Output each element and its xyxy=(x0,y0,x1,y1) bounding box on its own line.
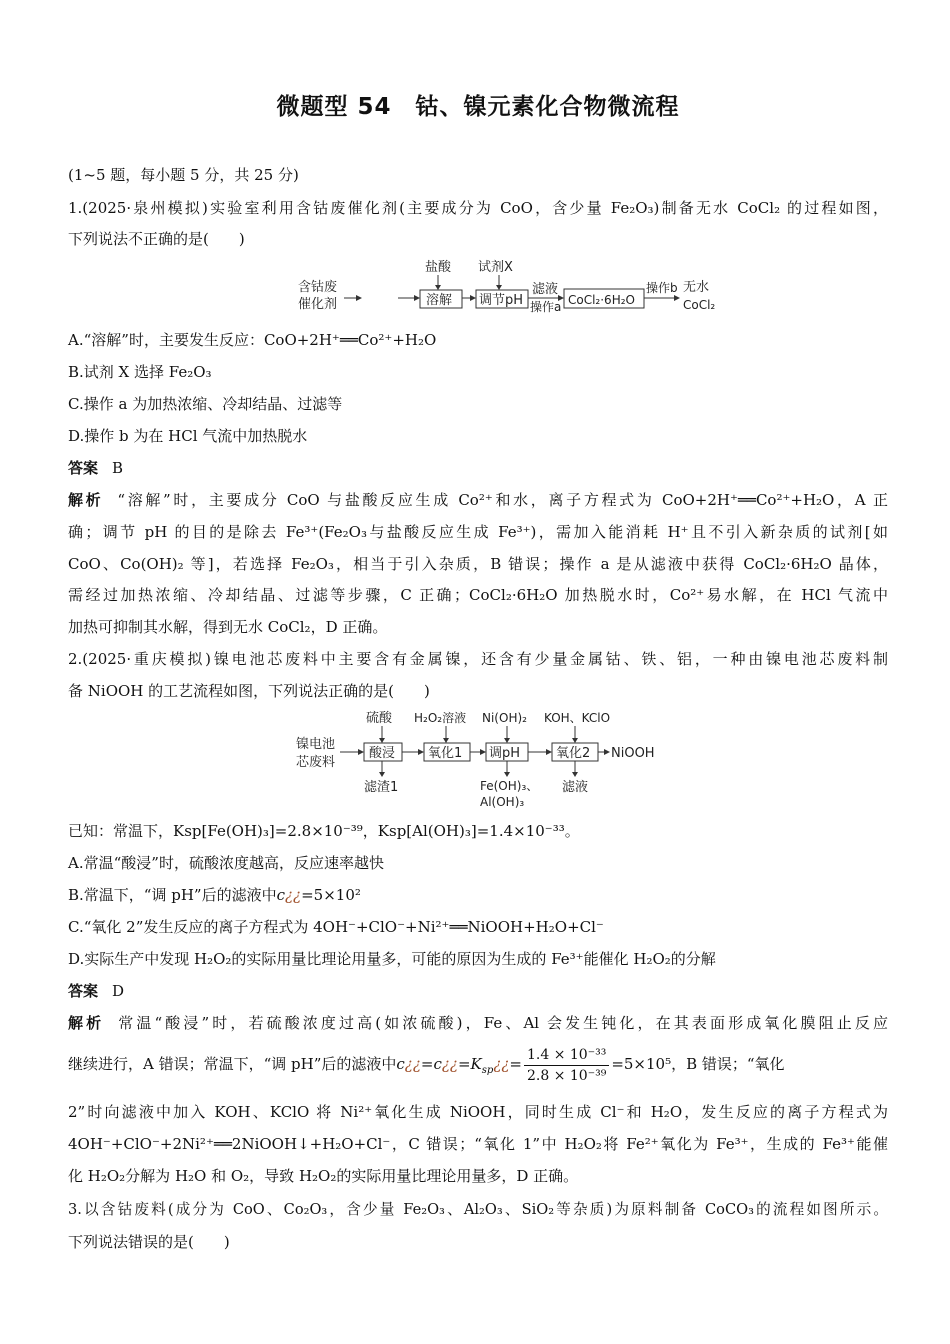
q1-stem-line2: 下列说法不正确的是( ) xyxy=(68,230,245,248)
q2-a2-eq2: = xyxy=(457,1055,471,1073)
q2-flow-diagram xyxy=(294,706,734,810)
q1-analysis-line5: 加热可抑制其水解，得到无水 CoCl₂，D 正确。 xyxy=(68,618,388,636)
q2-fraction xyxy=(524,1045,609,1086)
q2-flow-out1: 滤渣1 xyxy=(364,780,399,795)
q1-flow-op-b: 操作b xyxy=(646,281,678,295)
q2-flow-r2: H₂O₂溶液 xyxy=(414,711,467,725)
q1-answer xyxy=(68,458,888,478)
q1-flow-box2: 调节pH xyxy=(479,293,524,308)
q2-analysis-line3: 2”时向滤液中加入 KOH、KClO 将 Ni²⁺氧化生成 NiOOH，同时生成 Cl⁻和 H₂O，发生反应的离子方程式为 xyxy=(68,1103,888,1121)
q1-analysis-line3: CoO、Co(OH)₂ 等]，若选择 Fe₂O₃，相当于引入杂质，B 错误；操作 a 是从滤液中获得 CoCl₂·6H₂O 晶体， xyxy=(68,555,888,573)
q2-a2-c1: c xyxy=(396,1055,405,1073)
q1-flow-box3: CoCl₂·6H₂O xyxy=(568,293,635,307)
q1-option-b: B.试剂 X 选择 Fe₂O₃ xyxy=(68,363,212,381)
q2-flow-box1: 酸浸 xyxy=(369,746,396,761)
q2-answer xyxy=(68,981,888,1001)
q1-option-a: A.“溶解”时，主要发生反应：CoO+2H⁺══Co²⁺+H₂O xyxy=(68,331,437,349)
q1-analysis-label: 解析 xyxy=(68,491,104,509)
q3-stem-line2: 下列说法错误的是( ) xyxy=(68,1233,230,1251)
q2-analysis-text1: 常温“酸浸”时，若硫酸浓度过高(如浓硫酸)，Fe、Al 会发生钝化，在其表面形成氧化膜阻止反应 xyxy=(118,1014,888,1032)
q1-flow-box1: 溶解 xyxy=(426,293,453,308)
q2-a2-q2: ¿¿ xyxy=(441,1055,458,1073)
q2-a2-eq3: = xyxy=(509,1055,522,1073)
q1-answer-value: B xyxy=(112,459,124,477)
q2-analysis-line2 xyxy=(68,1042,888,1086)
q2-a2-post: =5×10⁵，B 错误；“氧化 xyxy=(611,1055,785,1073)
q2-a2-q3: ¿¿ xyxy=(493,1055,510,1073)
q2-option-b-glyph: ¿¿ xyxy=(285,886,302,904)
section-intro: (1~5 题，每小题 5 分，共 25 分) xyxy=(68,166,299,184)
q1-analysis-line2: 确；调节 pH 的目的是除去 Fe³⁺(Fe₂O₃与盐酸反应生成 Fe³⁺)，需加入能消耗 H⁺且不引入新杂质的试剂[如 xyxy=(68,523,888,541)
q1-option-c: C.操作 a 为加热浓缩、冷却结晶、过滤等 xyxy=(68,395,343,413)
q2-option-c: C.“氧化 2”发生反应的离子方程式为 4OH⁻+ClO⁻+Ni²⁺══NiOOH+H₂O+Cl⁻ xyxy=(68,918,604,936)
q1-flow-reagent1: 盐酸 xyxy=(425,260,452,275)
q2-analysis-line4: 4OH⁻+ClO⁻+2Ni²⁺══2NiOOH↓+H₂O+Cl⁻，C 错误；“氧化 1”中 H₂O₂将 Fe²⁺氧化为 Fe³⁺，生成的 Fe³⁺能催 xyxy=(68,1135,888,1153)
q2-flow-out3-l1: Fe(OH)₃、 xyxy=(480,779,539,793)
q2-a2-eq1: = xyxy=(420,1055,434,1073)
q2-option-d: D.实际生产中发现 H₂O₂的实际用量比理论用量多，可能的原因为生成的 Fe³⁺能催化 H₂O₂的分解 xyxy=(68,950,716,968)
q2-option-a: A.常温“酸浸”时，硫酸浓度越高，反应速率越快 xyxy=(68,854,384,872)
q1-flow-start-l2: 催化剂 xyxy=(298,297,338,312)
q1-analysis-line4: 需经过加热浓缩、冷却结晶、过滤等步骤，C 正确；CoCl₂·6H₂O 加热脱水时，Co²⁺易水解，在 HCl 气流中 xyxy=(68,586,888,604)
q2-known: 已知：常温下，Ksp[Fe(OH)₃]=2.8×10⁻³⁹，Ksp[Al(OH)₃]=1.4×10⁻³³。 xyxy=(68,822,580,840)
q2-stem-line2: 备 NiOOH 的工艺流程如图，下列说法正确的是( ) xyxy=(68,682,430,700)
page-title: 微题型 54 钴、镍元素化合物微流程 xyxy=(276,94,680,120)
q2-analysis-line5: 化 H₂O₂分解为 H₂O 和 O₂，导致 H₂O₂的实际用量比理论用量多，D 正确。 xyxy=(68,1167,579,1185)
q1-option-d: D.操作 b 为在 HCl 气流中加热脱水 xyxy=(68,427,308,445)
q2-flow-r3: Ni(OH)₂ xyxy=(482,711,527,725)
q1-flow-end-l1: 无水 xyxy=(683,280,710,295)
q2-a2-sp: sp xyxy=(481,1065,494,1076)
q2-fraction-denominator: 2.8 × 10⁻³⁹ xyxy=(526,1067,607,1084)
q2-flow-box2: 氧化1 xyxy=(428,746,463,761)
q1-flow-mid-bot: 操作a xyxy=(530,300,562,314)
q2-flow-product: NiOOH xyxy=(611,746,655,761)
q2-flow-start-l1: 镍电池 xyxy=(296,737,336,752)
q2-flow-out4: 滤液 xyxy=(562,780,589,795)
q2-analysis-label: 解析 xyxy=(68,1014,105,1032)
q1-flow-diagram xyxy=(294,256,734,318)
q1-analysis-line1 xyxy=(68,490,888,510)
q2-option-b-c: c xyxy=(276,886,285,904)
q1-flow-start-l1: 含钴废 xyxy=(298,280,338,295)
q2-stem-line1: 2.(2025·重庆模拟)镍电池芯废料中主要含有金属镍，还含有少量金属钴、铁、铝，一种由镍电池芯废料制 xyxy=(68,650,888,668)
q1-analysis-text1: “溶解”时，主要成分 CoO 与盐酸反应生成 Co²⁺和水，离子方程式为 CoO+2H⁺══Co²⁺+H₂O，A 正 xyxy=(117,491,888,509)
q2-a2-pre: 继续进行，A 错误；常温下，“调 pH”后的滤液中 xyxy=(68,1055,397,1073)
q2-flow-r1: 硫酸 xyxy=(366,711,393,726)
q2-answer-label: 答案 xyxy=(68,982,99,1000)
q2-analysis-line1 xyxy=(68,1013,888,1033)
q1-flow-reagent2: 试剂X xyxy=(478,260,513,275)
q1-stem-line1: 1.(2025·泉州模拟)实验室利用含钴废催化剂(主要成分为 CoO，含少量 Fe₂O₃)制备无水 CoCl₂ 的过程如图， xyxy=(68,199,888,217)
q2-flow-r4: KOH、KClO xyxy=(544,711,611,725)
q2-option-b-post: =5×10² xyxy=(301,886,361,904)
q1-flow-end-l2: CoCl₂ xyxy=(683,298,716,312)
q2-a2-k: K xyxy=(470,1055,482,1073)
q1-answer-label: 答案 xyxy=(68,459,99,477)
q2-option-b-pre: B.常温下，“调 pH”后的滤液中 xyxy=(68,886,277,904)
q2-flow-start-l2: 芯废料 xyxy=(296,755,336,770)
q2-answer-value: D xyxy=(112,982,125,1000)
q2-flow-out3-l2: Al(OH)₃ xyxy=(480,795,525,809)
q2-flow-box4: 氧化2 xyxy=(556,746,591,761)
q3-stem-line1: 3.以含钴废料(成分为 CoO、Co₂O₃，含少量 Fe₂O₃、Al₂O₃、SiO₂等杂质)为原料制备 CoCO₃的流程如图所示。 xyxy=(68,1201,888,1218)
q2-option-b xyxy=(68,885,888,905)
q2-fraction-numerator: 1.4 × 10⁻³³ xyxy=(524,1045,609,1066)
q2-a2-q1: ¿¿ xyxy=(404,1055,421,1073)
q2-flow-box3: 调pH xyxy=(489,746,521,761)
q1-flow-mid-top: 滤液 xyxy=(532,282,559,297)
q2-a2-c2: c xyxy=(433,1055,442,1073)
